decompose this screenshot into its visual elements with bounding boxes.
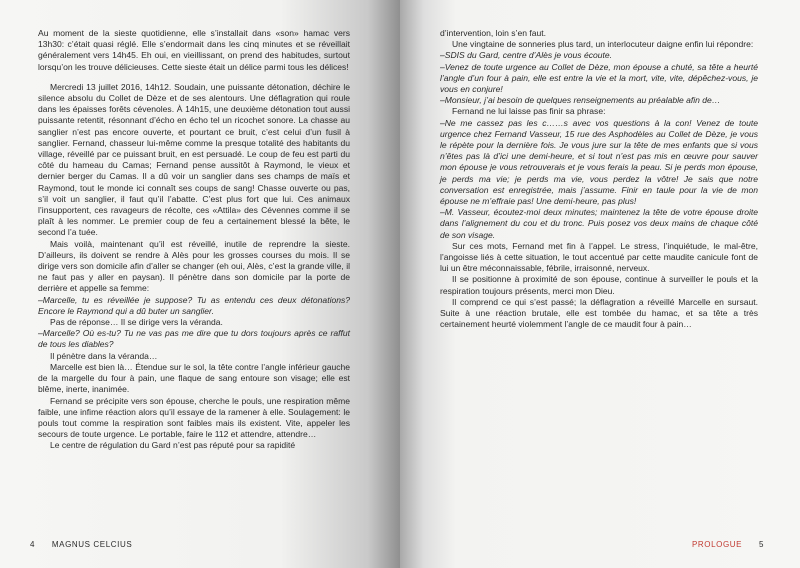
page-number: 4 — [30, 540, 36, 549]
left-page-text — [38, 28, 350, 452]
left-footer — [30, 540, 132, 549]
paragraph: d’intervention, loin s’en faut. — [440, 28, 546, 38]
dialogue-line: –SDIS du Gard, centre d’Alès je vous écoute. — [440, 50, 612, 61]
dialogue-line: –Marcelle? Où es-tu? Tu ne vas pas me dire que tu dors toujours après ce raffut de tous les diables? — [38, 328, 350, 350]
dialogue-line: –Marcelle, tu es réveillée je suppose? Tu as entendu ces deux détonations? Encore le Raymond qui a dû buter un sanglier. — [38, 294, 350, 316]
paragraph: Une vingtaine de sonneries plus tard, un interlocuteur daigne enfin lui répondre: — [452, 39, 754, 50]
paragraph: Il pénètre dans la véranda… — [50, 350, 158, 361]
paragraph: Pas de réponse… Il se dirige vers la véranda. — [50, 317, 223, 328]
paragraph: Sur ces mots, Fernand met fin à l’appel. Le stress, l’inquiétude, le mal-être, l’angoisse liés à cette situation, le tout accentué par cette maudite canicule font de lui un être méconnaissable, fébrile, irraisonné, nerveux. — [440, 240, 758, 274]
paragraph: Il comprend ce qui s’est passé; la déflagration a réveillé Marcelle en sursaut. Suite à une réaction brutale, elle est tombée du hamac, et sa tête a très certainement heurté violemment l’angle de ce maudit four à pain… — [440, 296, 758, 330]
right-page-text — [440, 28, 758, 330]
running-head: MAGNUS CELCIUS — [51, 540, 133, 549]
right-footer — [692, 540, 764, 549]
dialogue-line: –M. Vasseur, écoutez-moi deux minutes; maintenez la tête de votre épouse droite dans l’alignement du cou et du tronc. Puis posez vos deux mains de chaque côté de son visage. — [440, 207, 758, 240]
paragraph: Il se positionne à proximité de son épouse, continue à surveiller le pouls et la respiration toujours présents, merci mon Dieu. — [440, 274, 758, 296]
page-number: 5 — [758, 540, 764, 549]
paragraph: Mercredi 13 juillet 2016, 14h12. Soudain, une puissante détonation, déchire le silence absolu du Collet de Dèze et de ses alentours. Une déflagration qui roule dans les épaisses forêts cévenoles. À 14h15, une deuxième détonation tout aussi puissante retentit, résonnant d’écho en écho tel un ricochet sonore. La chasse au sanglier n’est pas encore ouverte, et pourtant ce bruit, c’est celui d’un fusil à sanglier. Fernand, chasseur lui-même comme la presque totalité des habitants du village, réveillé par ce puissant bruit, en est persuadé. Le coup de feu est parti du côté du hameau du Camas; Fernand pense aussitôt à Raymond, le vieux et dernier berger du Camas. Il a dû voir un sanglier dans ses champs de maïs et Raymond, tout le monde ici connaît ses coups de sang! Chasse ouverte ou pas, s’il voit un sanglier, il faut qu’il l’abatte. C’est plus fort que lui. Ces animaux l’insupportent, ces ravageurs de récolte, ces «Attila» des Cévennes comme il se plaît à les nommer. Le premier coup de feu a certainement blessé la bête, le second l’a tuée. — [38, 81, 350, 238]
paragraph: Fernand ne lui laisse pas finir sa phrase: — [452, 106, 606, 117]
paragraph: Fernand se précipite vers son épouse, cherche le pouls, une respiration même faible, une infime réaction alors qu’il essaye de la ramener à elle. Soulagement: le pouls tout comme la respiration sont faibles mais ils existent. Vite, appeler les secours de toute urgence. Le portable, faire le 112 et attendre, attendre… — [38, 395, 350, 440]
paragraph: Le centre de régulation du Gard n’est pas réputé pour sa rapidité — [50, 440, 296, 451]
paragraph: Marcelle est bien là… Étendue sur le sol, la tête contre l’angle inférieur gauche de la margelle du four à pain, une flaque de sang entoure son visage; elle est blême, inerte, inanimée. — [38, 361, 350, 395]
paragraph: Au moment de la sieste quotidienne, elle s’installait dans «son» hamac vers 13h30: c’était quasi réglé. Elle s’endormait dans les cinq minutes et se réveillait généralement vers 14h45. Eh oui, en vieillissant, on prend des habitudes, surtout lorsqu’on les trouve délicieuses. Cette sieste était un délice parmi tous les délices! — [38, 28, 350, 72]
dialogue-line: –Ne me cassez pas les c……s avec vos questions à la con! Venez de toute urgence chez Fernand Vasseur, 15 rue des Asphodèles au Collet de Dèze, je vous le répète pour la dernière fois. Je vous jure sur la tête de mes enfants que si vous n’êtes pas là d’ici une demi-heure, et si tout n’est pas mis en œuvre pour sauver mon épouse je vous retrouverais et je vous ferais la peau. Si je perds mon épouse, je perds ma vie; je perds ma vie, vous perdez la vôtre! Je sais que notre conversation est enregistrée, mais j’assume. Finir en taule pour la vie de mon épouse ne m’effraie pas! Une demi-heure, pas plus! — [440, 117, 758, 207]
paragraph: Mais voilà, maintenant qu’il est réveillé, inutile de reprendre la sieste. D’ailleurs, ils doivent se rendre à Alès pour les grosses courses du mois. Il se dirige vers son domicile afin d’aller se changer (eh oui, Alès, c’est la grande ville, il ne faut pas y aller en paysan). Il pénètre dans son domicile par la porte de derrière et appelle sa femme: — [38, 238, 350, 294]
dialogue-line: –Venez de toute urgence au Collet de Dèze, mon épouse a chuté, sa tête a heurté l’angle d’un four à pain, elle est entre la vie et la mort, vite, vite, dépêchez-vous, je vous en conjure! — [440, 61, 758, 95]
dialogue-line: –Monsieur, j’ai besoin de quelques renseignements au préalable afin de… — [440, 95, 721, 106]
running-head: PROLOGUE — [691, 540, 743, 549]
